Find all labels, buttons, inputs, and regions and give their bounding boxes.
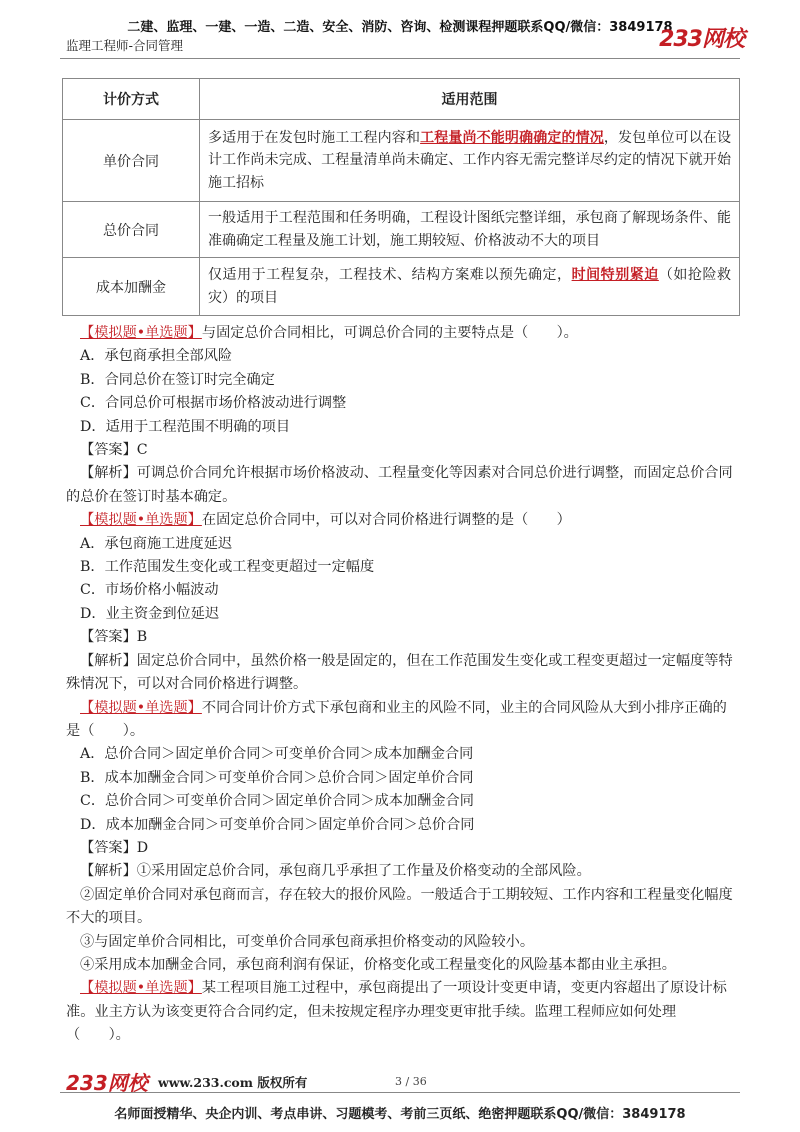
footer-logo: 233网校 [66, 1071, 148, 1095]
stem-text: 不同合同计价方式下承包商和业主的风险不同，业主的合同风险从大到小排序正确的是（ ）。 [66, 699, 727, 739]
scope-text: 多适用于在发包时施工工程内容和 [208, 129, 421, 146]
table-row [63, 258, 740, 316]
question-option: C．合同总价可根据市场价格波动进行调整 [80, 395, 347, 412]
question-option: B．工作范围发生变化或工程变更超过一定幅度 [80, 559, 375, 576]
table-method-cell: 总价合同 [63, 202, 200, 258]
header-contact-line: 二建、监理、一建、一造、二造、安全、消防、咨询、检测课程押题联系QQ/微信：3849178 [127, 20, 673, 35]
question-tag: 【模拟题•单选题】 [80, 699, 202, 716]
scope-text: ，发包单位可以在设计工作尚未完成、工程量清单尚未确定、工作内容无需完整详尽约定的情况下就开始施工招标 [208, 129, 732, 191]
question-answer: 【答案】C [80, 442, 148, 459]
question-stem [66, 509, 738, 532]
question-option: A．承包商承担全部风险 [80, 348, 233, 365]
brand-logo: 233网校 [659, 27, 744, 52]
stem-text: 某工程项目施工过程中，承包商提出了一项设计变更申请，变更内容超出了原设计标准。业主方认为该变更符合合同约定，但未按规定程序办理变更审批手续。监理工程师应如何处理（ ）。 [66, 980, 727, 1044]
table-scope-cell [200, 120, 740, 202]
scope-highlight: 时间特别紧迫 [571, 267, 659, 283]
question-tag: 【模拟题•单选题】 [80, 512, 202, 529]
question-option: C．市场价格小幅波动 [80, 582, 219, 599]
question-stem [66, 977, 738, 1047]
table-scope-cell [200, 202, 740, 258]
page-number: 3 / 36 [395, 1075, 427, 1088]
table-method-cell: 成本加酬金 [63, 258, 200, 316]
table-row [63, 202, 740, 258]
header-divider [60, 58, 740, 59]
footer-contact-line: 名师面授精华、央企内训、考点串讲、习题模考、考前三页纸、绝密押题联系QQ/微信：3849178 [114, 1107, 686, 1122]
footer-site: www.233.com 版权所有 [158, 1075, 308, 1090]
question-analysis: ③与固定单价合同相比，可变单价合同承包商承担价格变动的风险较小。 [80, 933, 535, 950]
question-option: A．承包商施工进度延迟 [80, 535, 233, 552]
question-stem [66, 697, 738, 744]
question-option: D．成本加酬金合同＞可变单价合同＞固定单价合同＞总价合同 [80, 816, 475, 833]
footer-divider [60, 1092, 740, 1093]
question-option: B．成本加酬金合同＞可变单价合同＞总价合同＞固定单价合同 [80, 769, 474, 786]
question-option: D．业主资金到位延迟 [80, 605, 220, 622]
stem-text: 与固定总价合同相比，可调总价合同的主要特点是（ ）。 [201, 325, 578, 341]
question-answer: 【答案】B [80, 629, 148, 646]
question-body [66, 322, 738, 1048]
question-option: B．合同总价在签订时完全确定 [80, 371, 275, 388]
table-header-cell: 计价方式 [63, 79, 200, 120]
question-answer: 【答案】D [80, 839, 149, 856]
question-analysis: ②固定单价合同对承包商而言，存在较大的报价风险。一般适合于工期较短、工作内容和工程量变化幅度不大的项目。 [66, 886, 733, 927]
table-method-cell: 单价合同 [63, 120, 200, 202]
question-analysis: 【解析】可调总价合同允许根据市场价格波动、工程量变化等因素对合同总价进行调整，而固定总价合同的总价在签订时基本确定。 [66, 465, 733, 505]
question-option: A．总价合同＞固定单价合同＞可变单价合同＞成本加酬金合同 [80, 746, 474, 763]
table-header-cell: 适用范围 [200, 79, 740, 120]
question-analysis: 【解析】①采用固定总价合同，承包商几乎承担了工作量及价格变动的全部风险。 [80, 863, 591, 880]
question-option: C．总价合同＞可变单价合同＞固定单价合同＞成本加酬金合同 [80, 793, 474, 810]
table-header-row [63, 79, 740, 120]
table-scope-cell [200, 258, 740, 316]
document-subtitle: 监理工程师-合同管理 [66, 38, 184, 53]
question-tag: 【模拟题•单选题】 [80, 325, 202, 341]
question-stem [66, 322, 738, 345]
pricing-method-table [62, 78, 740, 316]
question-analysis: ④采用成本加酬金合同，承包商利润有保证，价格变化或工程量变化的风险基本都由业主承担。 [80, 956, 676, 973]
scope-highlight: 工程量尚不能明确确定的情况 [420, 129, 604, 146]
scope-text: 一般适用于工程范围和任务明确，工程设计图纸完整详细，承包商了解现场条件、能准确确定工程量及施工计划，施工期较短、价格波动不大的项目 [208, 210, 731, 249]
scope-text: （如抢险救灾）的项目 [208, 267, 732, 306]
question-analysis: 【解析】固定总价合同中，虽然价格一般是固定的，但在工作范围发生变化或工程变更超过一定幅度等特殊情况下，可以对合同价格进行调整。 [66, 652, 733, 693]
question-option: D．适用于工程范围不明确的项目 [80, 418, 291, 435]
table-row [63, 120, 740, 202]
question-tag: 【模拟题•单选题】 [80, 980, 202, 997]
scope-text: 仅适用于工程复杂，工程技术、结构方案难以预先确定， [208, 267, 572, 283]
stem-text: 在固定总价合同中，可以对合同价格进行调整的是（ ） [201, 512, 571, 529]
